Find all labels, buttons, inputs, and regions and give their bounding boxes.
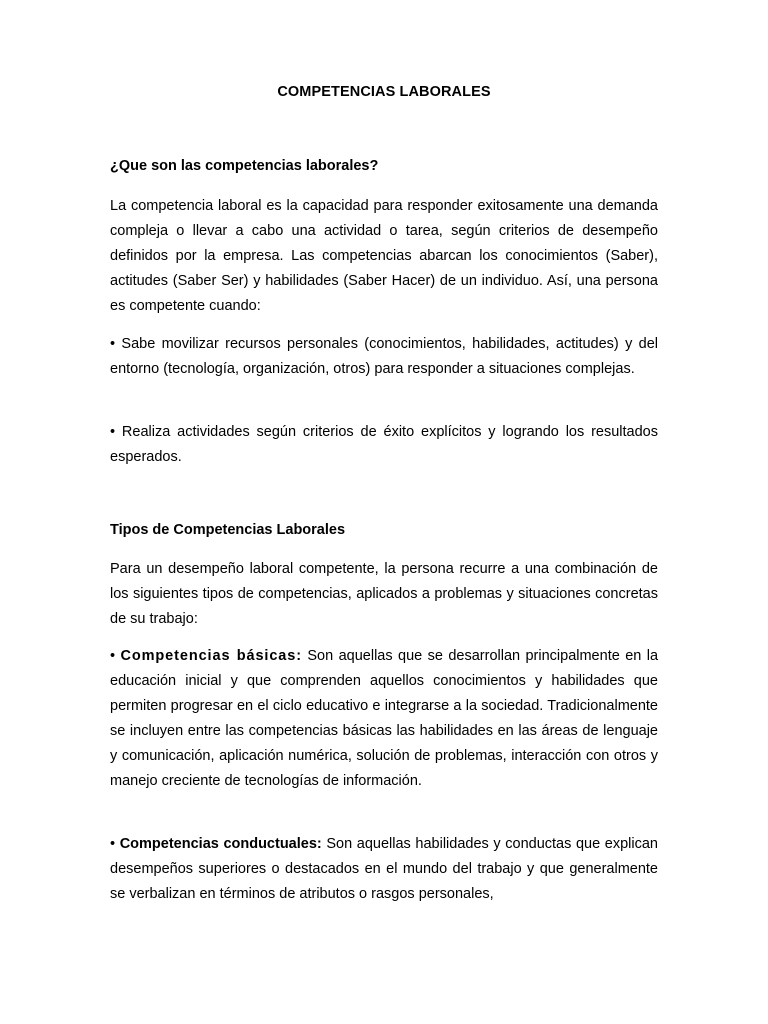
bullet-performs-activities: • Realiza actividades según criterios de éxito explícitos y logrando los resultados esperados. — [110, 424, 658, 465]
basic-competencies-label: Competencias básicas: — [120, 648, 302, 664]
document-title: COMPETENCIAS LABORALES — [277, 84, 491, 100]
behavioral-competencies-text: Son aquellas habilidades y conductas que explican desempeños superiores o destacados en el mundo del trabajo y que generalmente se verbalizan en términos de atributos o rasgos personales, — [110, 836, 658, 902]
behavioral-competencies-label: Competencias conductuales: — [119, 836, 322, 852]
basic-competencies-text: Son aquellas que se desarrollan principalmente en la educación inicial y que comprenden aquellos conocimientos y habilidades que permiten progresar en el ciclo educativo e integrarse a la sociedad. Tradicionalmente se incluyen entre las competencias básicas las habilidades en las áreas de lenguaje y comunicación, aplicación numérica, solución de problemas, interacción con otros y manejo creciente de tecnologías de información. — [110, 648, 659, 789]
section-heading-types: Tipos de Competencias Laborales — [110, 522, 346, 538]
list-item-behavioral-competencies — [110, 832, 658, 907]
bullet-marker: • — [110, 648, 121, 664]
paragraph-types-intro: Para un desempeño laboral competente, la persona recurre a una combinación de los siguientes tipos de competencias, aplicados a problemas y situaciones concretas de su trabajo: — [110, 561, 658, 627]
bullet-marker: • — [110, 836, 120, 852]
list-item-basic-competencies — [110, 644, 658, 794]
bullet-mobilize-resources: • Sabe movilizar recursos personales (conocimientos, habilidades, actitudes) y del entorno (tecnología, organización, otros) para responder a situaciones complejas. — [110, 336, 658, 377]
section-heading-what-are: ¿Que son las competencias laborales? — [110, 158, 379, 174]
paragraph-definition: La competencia laboral es la capacidad para responder exitosamente una demanda compleja o llevar a cabo una actividad o tarea, según criterios de desempeño definidos por la empresa. Las competencias abarcan los conocimientos (Saber), actitudes (Saber Ser) y habilidades (Saber Hacer) de un individuo. Así, una persona es competente cuando: — [110, 198, 658, 314]
